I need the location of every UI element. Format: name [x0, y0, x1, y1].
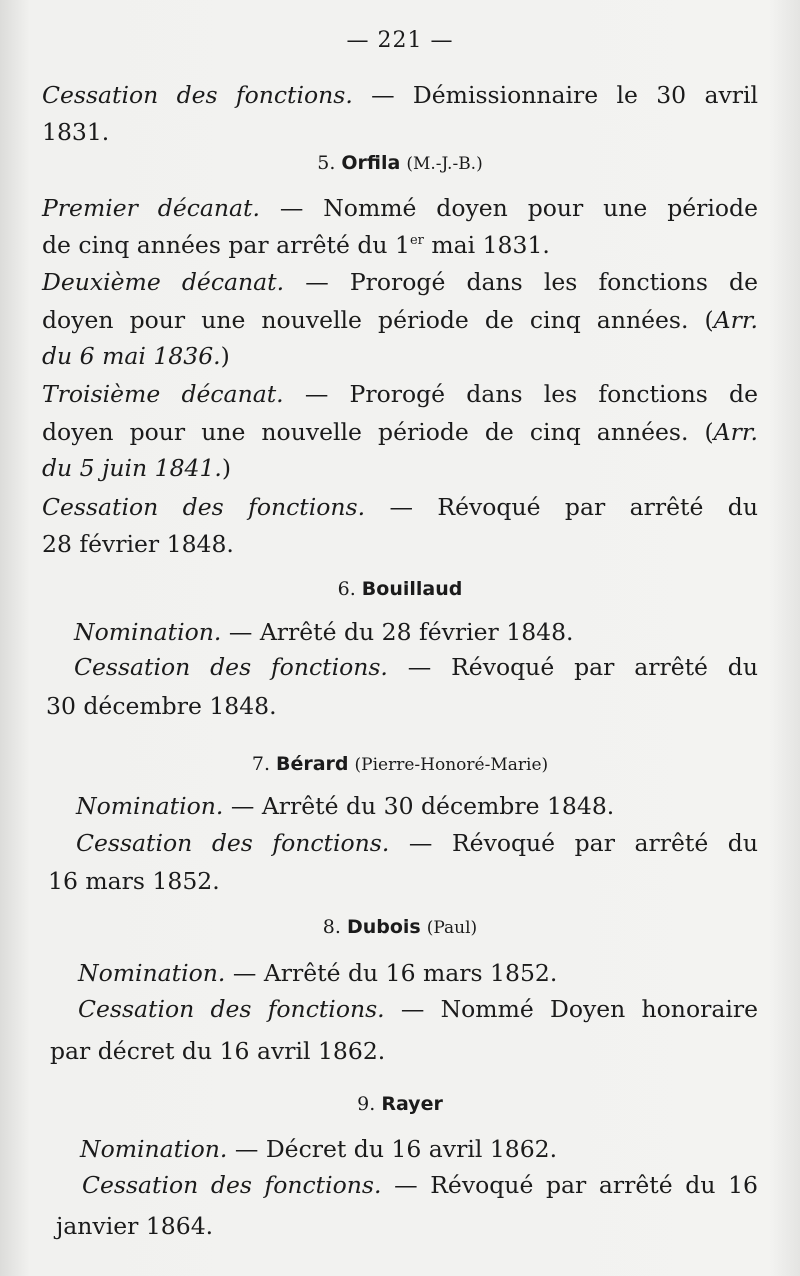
- text-line: 16 mars 1852.: [48, 867, 220, 895]
- text-line: doyen pour une nouvelle période de cinq années. (Arr.: [42, 306, 758, 334]
- entry-heading-bouillaud: 6. Bouillaud: [337, 578, 463, 600]
- text-line: Cessation des fonctions. — Révoqué par arrêté du: [76, 829, 758, 857]
- text-line: Premier décanat. — Nommé doyen pour une période: [42, 194, 758, 222]
- text-line: du 6 mai 1836.): [42, 342, 230, 370]
- entry-heading-dubois: 8. Dubois (Paul): [322, 916, 478, 938]
- text-line: Cessation des fonctions. — Révoqué par arrêté du: [74, 653, 758, 681]
- entry-heading-berard: 7. Bérard (Pierre-Honoré-Marie): [251, 753, 549, 775]
- text-line: de cinq années par arrêté du 1er mai 1831.: [42, 231, 550, 259]
- text-line: du 5 juin 1841.): [42, 454, 232, 482]
- text-line: 28 février 1848.: [42, 530, 234, 558]
- text-line: janvier 1864.: [56, 1212, 214, 1240]
- text-line: Cessation des fonctions. — Démissionnaire le 30 avril: [42, 81, 758, 109]
- text-line: 1831.: [42, 118, 110, 146]
- entry-heading-orfila: 5. Orfila (M.-J.-B.): [317, 152, 483, 174]
- text-line: Deuxième décanat. — Prorogé dans les fonctions de: [42, 268, 758, 296]
- page-number: — 221 —: [346, 28, 454, 53]
- entry-heading-rayer: 9. Rayer: [357, 1093, 443, 1115]
- text-line: Nomination. — Arrêté du 28 février 1848.: [74, 618, 574, 646]
- text-line: Troisième décanat. — Prorogé dans les fonctions de: [42, 380, 758, 408]
- text-line: doyen pour une nouvelle période de cinq années. (Arr.: [42, 418, 758, 446]
- text-line: par décret du 16 avril 1862.: [50, 1037, 386, 1065]
- text-line: Nomination. — Arrêté du 30 décembre 1848.: [76, 792, 615, 820]
- text-line: Cessation des fonctions. — Révoqué par arrêté du 16: [82, 1171, 758, 1199]
- text-line: Nomination. — Arrêté du 16 mars 1852.: [78, 959, 558, 987]
- text-line: Cessation des fonctions. — Nommé Doyen honoraire: [78, 995, 758, 1023]
- text-line: Nomination. — Décret du 16 avril 1862.: [80, 1135, 558, 1163]
- text-line: 30 décembre 1848.: [46, 692, 277, 720]
- text-line: Cessation des fonctions. — Révoqué par arrêté du: [42, 493, 758, 521]
